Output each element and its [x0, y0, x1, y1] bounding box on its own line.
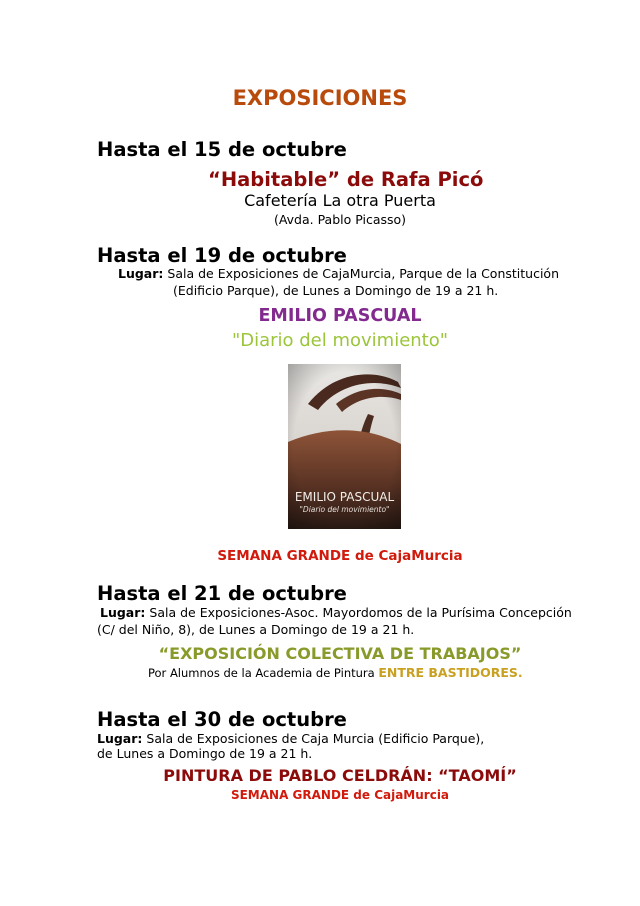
- location-text: Sala de Exposiciones-Asoc. Mayordomos de la Purísima Concepción: [145, 605, 572, 620]
- event-address: (Avda. Pablo Picasso): [273, 212, 407, 227]
- location-label: Lugar:: [97, 731, 143, 746]
- poster-artist-text: EMILIO PASCUAL: [294, 490, 395, 504]
- event-location: [97, 731, 484, 746]
- event-location-line2: (Edificio Parque), de Lunes a Domingo de 19 a 21 h.: [173, 283, 499, 298]
- location-text: Sala de Exposiciones de CajaMurcia, Parque de la Constitución: [163, 266, 559, 281]
- event-location-line2: de Lunes a Domingo de 19 a 21 h.: [97, 746, 313, 761]
- academy-name: ENTRE BASTIDORES.: [378, 665, 523, 680]
- credit-text: Por Alumnos de la Academia de Pintura: [148, 666, 379, 680]
- poster-work-text: "Diario del movimiento": [299, 505, 390, 514]
- event-venue: Cafetería La otra Puerta: [244, 191, 436, 210]
- location-label: Lugar:: [100, 605, 146, 620]
- event-date: Hasta el 15 de octubre: [97, 138, 347, 161]
- event-location-line2: (C/ del Niño, 8), de Lunes a Domingo de 19 a 21 h.: [97, 622, 415, 637]
- event-location: [118, 266, 559, 281]
- poster-image: [288, 364, 401, 529]
- event-title: PINTURA DE PABLO CELDRÁN: “TAOMÍ”: [163, 766, 517, 785]
- semana-grande-label: SEMANA GRANDE de CajaMurcia: [230, 788, 450, 802]
- semana-grande-label: SEMANA GRANDE de CajaMurcia: [217, 548, 463, 564]
- artist-name: EMILIO PASCUAL: [258, 306, 422, 326]
- event-credit: [148, 665, 523, 680]
- event-title: “Habitable” de Rafa Picó: [208, 168, 484, 191]
- page-title: EXPOSICIONES: [232, 86, 408, 110]
- event-date: Hasta el 19 de octubre: [97, 244, 347, 267]
- work-title: "Diario del movimiento": [231, 330, 449, 351]
- exhibition-poster: [288, 364, 401, 529]
- location-text: Sala de Exposiciones de Caja Murcia (Edificio Parque),: [142, 731, 485, 746]
- event-title: “EXPOSICIÓN COLECTIVA DE TRABAJOS”: [158, 644, 522, 663]
- event-date: Hasta el 30 de octubre: [97, 708, 347, 731]
- event-date: Hasta el 21 de octubre: [97, 582, 347, 605]
- location-label: Lugar:: [118, 266, 164, 281]
- event-location: [100, 605, 572, 620]
